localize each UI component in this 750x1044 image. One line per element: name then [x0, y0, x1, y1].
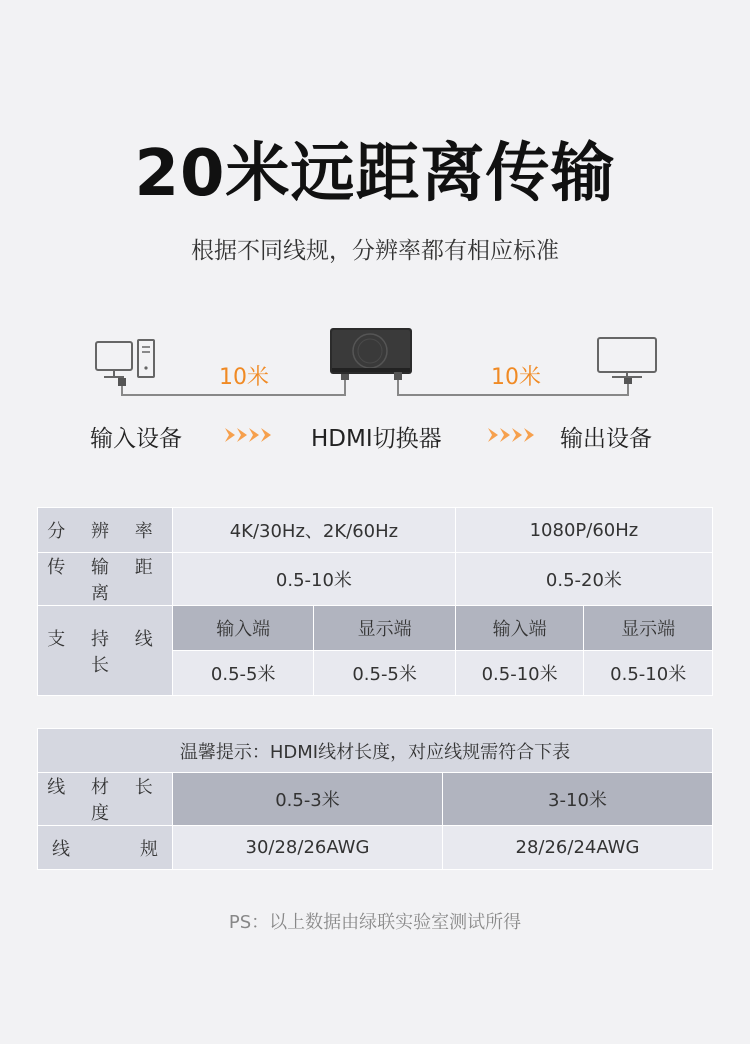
- sub-header: 显示端: [314, 606, 455, 651]
- input-device-label: 输入设备: [90, 426, 182, 452]
- table-row: [38, 553, 713, 606]
- sub-header: 输入端: [455, 606, 584, 651]
- table-row: [38, 508, 713, 553]
- output-device-label: 输出设备: [560, 426, 652, 452]
- resolution-table: [37, 507, 713, 696]
- cable-length-label: 支 持 线 长: [38, 606, 173, 696]
- gauge-note: 温馨提示：HDMI线材长度，对应线规需符合下表: [38, 729, 713, 773]
- resolution-label: 分 辨 率: [38, 508, 173, 553]
- switch-label: HDMI切换器: [311, 426, 442, 452]
- arrow-icon-left: [225, 428, 271, 442]
- gauge-value-b: 28/26/24AWG: [442, 826, 712, 870]
- monitor-icon: [598, 338, 656, 377]
- cable-value: 0.5-5米: [314, 651, 455, 696]
- resolution-value-a: 4K/30Hz、2K/60Hz: [173, 508, 456, 553]
- cable-value: 0.5-10米: [584, 651, 713, 696]
- page-title: 20米远距离传输: [134, 137, 616, 211]
- right-distance-label: 10米: [491, 365, 541, 390]
- cable-value: 0.5-10米: [455, 651, 584, 696]
- sub-header: 显示端: [584, 606, 713, 651]
- length-value-b: 3-10米: [442, 773, 712, 826]
- resolution-value-b: 1080P/60Hz: [455, 508, 712, 553]
- gauge-label-cell: [38, 826, 173, 870]
- gauge-label-right: 规: [140, 838, 158, 860]
- page-subtitle: 根据不同线规，分辨率都有相应标准: [191, 238, 559, 264]
- left-distance-label: 10米: [219, 365, 269, 390]
- distance-value-b: 0.5-20米: [455, 553, 712, 606]
- computer-icon: [96, 340, 154, 377]
- table-row: [38, 773, 713, 826]
- arrow-icon-right: [488, 428, 534, 442]
- connection-diagram: [0, 320, 750, 460]
- footer-note: PS：以上数据由绿联实验室测试所得: [228, 912, 522, 933]
- gauge-value-a: 30/28/26AWG: [173, 826, 443, 870]
- cable-length-label: 线 材 长 度: [38, 773, 173, 826]
- sub-header: 输入端: [173, 606, 314, 651]
- gauge-label-left: 线: [52, 838, 70, 860]
- table-row: [38, 826, 713, 870]
- distance-label: 传 输 距 离: [38, 553, 173, 606]
- cable-gauge-table: [37, 728, 713, 870]
- length-value-a: 0.5-3米: [173, 773, 443, 826]
- distance-value-a: 0.5-10米: [173, 553, 456, 606]
- table-row: [38, 729, 713, 773]
- cable-value: 0.5-5米: [173, 651, 314, 696]
- hdmi-switch-icon: [330, 328, 412, 374]
- table-row: [38, 606, 713, 651]
